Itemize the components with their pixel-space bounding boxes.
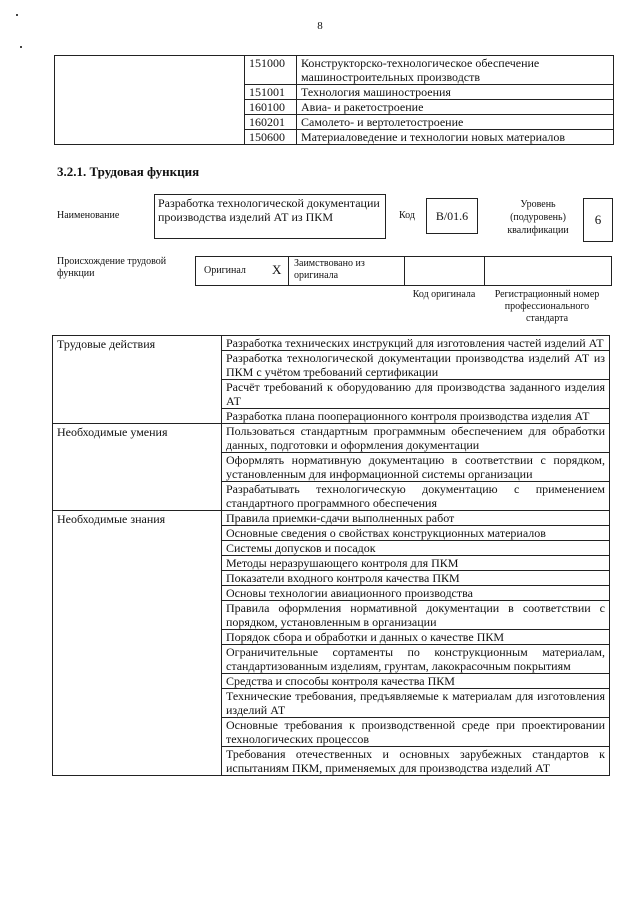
code-label: Код xyxy=(399,210,415,221)
page-number: 8 xyxy=(317,20,323,32)
list-item: Разрабатывать технологическую документацию с применением стандартного программного обеспечения xyxy=(222,482,610,511)
borrowed-label: Заимствовано из оригинала xyxy=(294,258,365,281)
spec-name: Конструкторско-технологическое обеспечение машиностроительных производств xyxy=(297,56,614,85)
code-original-caption: Код оригинала xyxy=(412,289,476,300)
spec-name: Технология машиностроения xyxy=(297,85,614,100)
list-item: Разработка технических инструкций для изготовления частей изделий АТ xyxy=(222,336,610,351)
spec-code: 150600 xyxy=(245,130,297,145)
list-item: Разработка плана пооперационного контроля производства изделия АТ xyxy=(222,409,610,424)
list-item: Методы неразрушающего контроля для ПКМ xyxy=(222,556,610,571)
origin-label: Происхождение трудовой функции xyxy=(57,256,167,279)
spec-name: Авиа- и ракетостроение xyxy=(297,100,614,115)
list-item: Разработка технологической документации производства изделий АТ из ПКМ с учётом требований сертификации xyxy=(222,351,610,380)
list-item: Основы технологии авиационного производства xyxy=(222,586,610,601)
scan-speck xyxy=(20,46,22,48)
original-mark: X xyxy=(272,262,282,277)
list-item: Правила оформления нормативной документации в соответствии с порядком, установленным в организации xyxy=(222,601,610,630)
table-row xyxy=(53,424,610,453)
list-item: Основные сведения о свойствах конструкционных материалов xyxy=(222,526,610,541)
list-item: Средства и способы контроля качества ПКМ xyxy=(222,674,610,689)
spec-name: Самолето- и вертолетостроение xyxy=(297,115,614,130)
list-item: Правила приемки-сдачи выполненных работ xyxy=(222,511,610,526)
divider xyxy=(404,257,405,285)
list-item: Расчёт требований к оборудованию для производства заданного изделия АТ xyxy=(222,380,610,409)
list-item: Требования отечественных и основных зарубежных стандартов к испытаниям ПКМ, применяемых для производства изделий АТ xyxy=(222,747,610,776)
spec-name: Материаловедение и технологии новых материалов xyxy=(297,130,614,145)
list-item: Показатели входного контроля качества ПКМ xyxy=(222,571,610,586)
divider xyxy=(288,257,289,285)
specialty-codes-table xyxy=(54,55,614,145)
origin-row xyxy=(195,256,612,286)
section-title: Трудовые действия xyxy=(53,336,222,424)
level-value-box: 6 xyxy=(583,198,613,242)
list-item: Технические требования, предъявляемые к материалам для изготовления изделий АТ xyxy=(222,689,610,718)
divider xyxy=(484,257,485,285)
list-item: Ограничительные сортаменты по конструкционным материалам, стандартизованным изделиям, грунтам, лакокрасочным покрытиям xyxy=(222,645,610,674)
spec-code: 160100 xyxy=(245,100,297,115)
list-item: Оформлять нормативную документацию в соответствии с порядком, установленным для информационной системы организации xyxy=(222,453,610,482)
original-label: Оригинал xyxy=(204,265,246,276)
name-label: Наименование xyxy=(57,210,120,221)
table-row xyxy=(53,511,610,526)
reg-number-caption: Регистрационный номер профессионального стандарта xyxy=(494,289,600,324)
spec-code: 151000 xyxy=(245,56,297,85)
table-row xyxy=(55,56,614,85)
table-row xyxy=(53,336,610,351)
empty-cell xyxy=(55,56,245,145)
list-item: Основные требования к производственной среде при проектировании технологических процессов xyxy=(222,718,610,747)
list-item: Пользоваться стандартным программным обеспечением для обработки данных, подготовки и оформления документации xyxy=(222,424,610,453)
function-details-table xyxy=(52,335,610,776)
function-name-box: Разработка технологической документации производства изделий АТ из ПКМ xyxy=(154,194,386,239)
section-title: Необходимые знания xyxy=(53,511,222,776)
section-heading: 3.2.1. Трудовая функция xyxy=(57,164,200,179)
spec-code: 160201 xyxy=(245,115,297,130)
function-code-box: B/01.6 xyxy=(426,198,478,234)
spec-code: 151001 xyxy=(245,85,297,100)
section-title: Необходимые умения xyxy=(53,424,222,511)
scan-speck xyxy=(16,14,18,16)
list-item: Системы допусков и посадок xyxy=(222,541,610,556)
list-item: Порядок сбора и обработки и данных о качестве ПКМ xyxy=(222,630,610,645)
level-label: Уровень (подуровень) квалификации xyxy=(507,199,569,236)
